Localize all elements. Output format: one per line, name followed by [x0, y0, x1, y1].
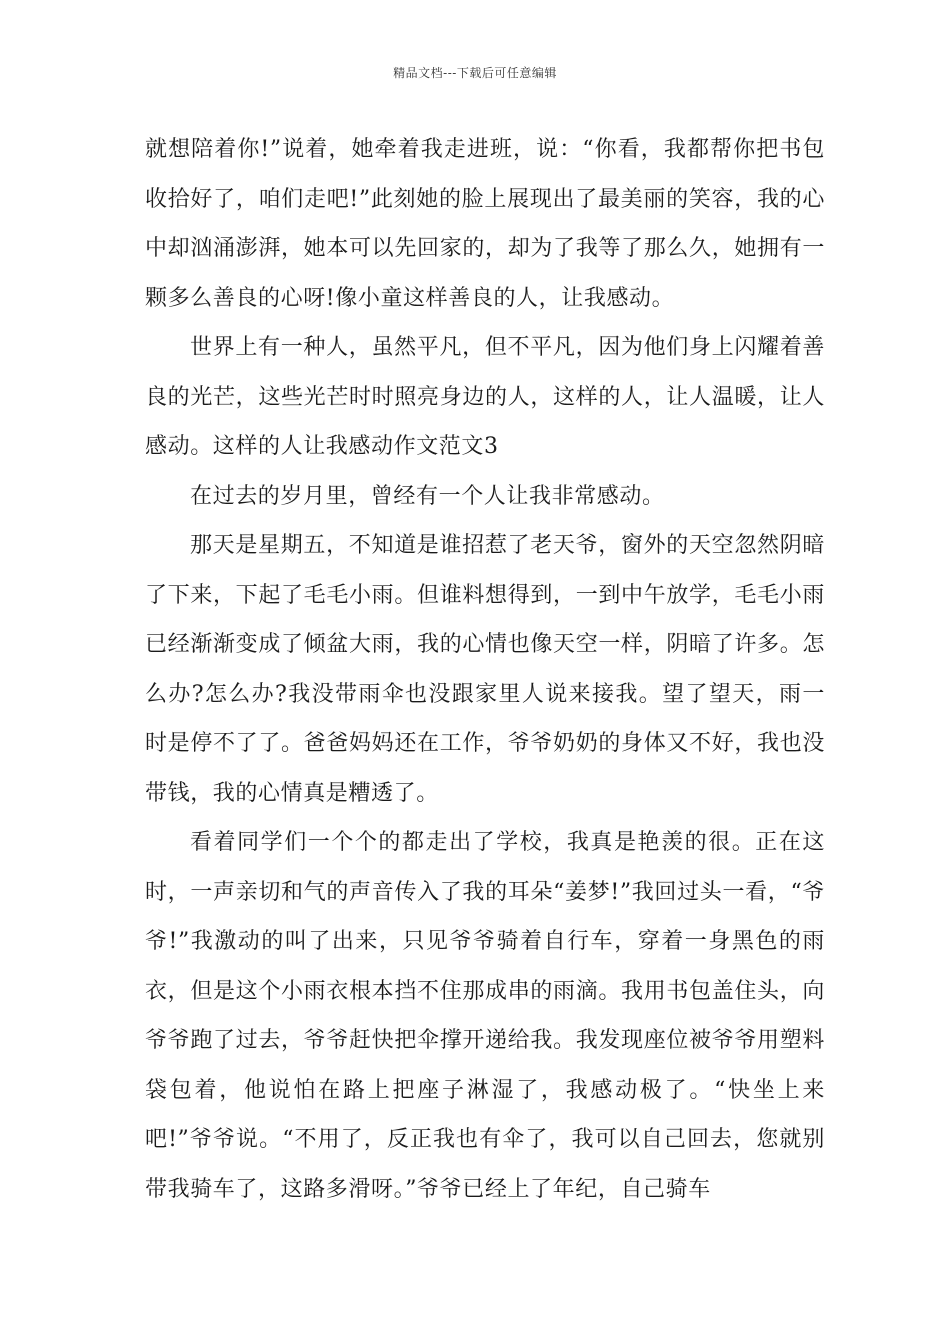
paragraph: 那天是星期五，不知道是谁招惹了老天爷，窗外的天空忽然阴暗了下来，下起了毛毛小雨。但谁料想得到，一到中午放学，毛毛小雨已经渐渐变成了倾盆大雨，我的心情也像天空一样，阴暗了许多。怎么办?怎么办?我没带雨伞也没跟家里人说来接我。望了望天，雨一时是停不了了。爸爸妈妈还在工作，爷爷奶奶的身体又不好，我也没带钱，我的心情真是糟透了。 — [145, 533, 825, 806]
paragraph-continuation: 就想陪着你!”说着，她牵着我走进班，说：“你看，我都帮你把书包收拾好了，咱们走吧!”此刻她的脸上展现出了最美丽的笑容，我的心中却汹涌澎湃，她本可以先回家的，却为了我等了那么久，她拥有一颗多么善良的心呀!像小童这样善良的人，让我感动。 — [145, 137, 825, 311]
paragraph: 世界上有一种人，虽然平凡，但不平凡，因为他们身上闪耀着善良的光芒，这些光芒时时照亮身边的人，这样的人，让人温暖，让人感动。这样的人让我感动作文范文3 — [145, 335, 825, 459]
paragraph: 在过去的岁月里，曾经有一个人让我非常感动。 — [190, 483, 665, 509]
page-header: 精品文档---下载后可任意编辑 — [393, 66, 557, 80]
paragraph: 看着同学们一个个的都走出了学校，我真是艳羡的很。正在这时，一声亲切和气的声音传入了我的耳朵“姜梦!”我回过头一看，“爷爷!”我激动的叫了出来，只见爷爷骑着自行车，穿着一身黑色的雨衣，但是这个小雨衣根本挡不住那成串的雨滴。我用书包盖住头，向爷爷跑了过去，爷爷赶快把伞撑开递给我。我发现座位被爷爷用塑料袋包着，他说怕在路上把座子淋湿了，我感动极了。“快坐上来吧!”爷爷说。“不用了，反正我也有伞了，我可以自己回去，您就别带我骑车了，这路多滑呀。”爷爷已经上了年纪，自己骑车 — [145, 830, 825, 1202]
document-body — [145, 125, 825, 1214]
